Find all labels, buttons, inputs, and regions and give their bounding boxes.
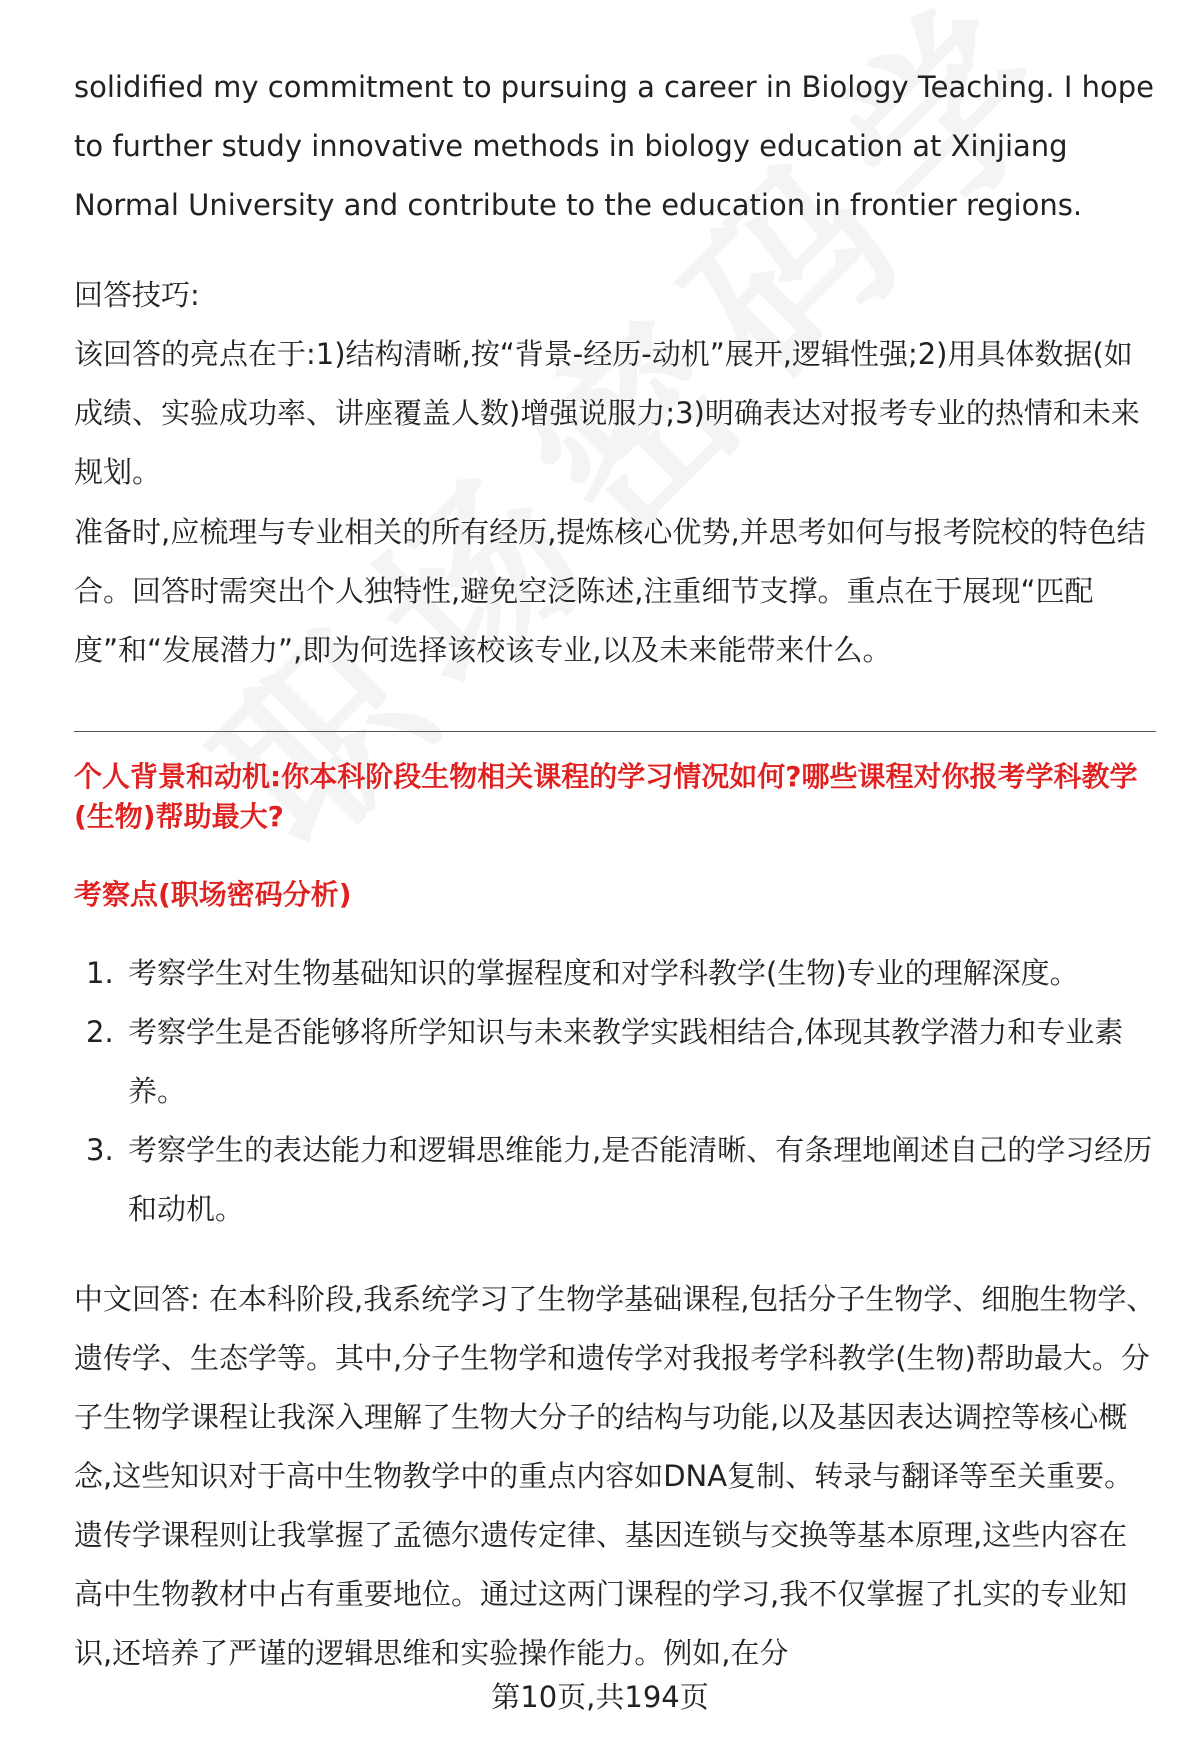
assessment-heading: 考察点(职场密码分析) [74, 878, 352, 911]
section-divider [74, 731, 1156, 732]
list-item [74, 1121, 1156, 1239]
list-number: 3. [86, 1133, 114, 1167]
intro-paragraph: solidified my commitment to pursuing a career in Biology Teaching. I hope to further study innovative methods in biology education at Xinjiang Normal University and contribute to the education in frontier regions. [74, 70, 1154, 222]
list-number: 1. [86, 956, 114, 990]
list-item-text: 考察学生是否能够将所学知识与未来教学实践相结合,体现其教学潜力和专业素养。 [128, 1015, 1124, 1108]
assessment-list [74, 944, 1156, 1239]
list-item [74, 944, 1156, 1003]
answer-paragraph: 中文回答: 在本科阶段,我系统学习了生物学基础课程,包括分子生物学、细胞生物学、遗传学、生态学等。其中,分子生物学和遗传学对我报考学科教学(生物)帮助最大。分子生物学课程让我深入理解了生物大分子的结构与功能,以及基因表达调控等核心概念,这些知识对于高中生物教学中的重点内容如DNA复制、转录与翻译等至关重要。遗传学课程则让我掌握了孟德尔遗传定律、基因连锁与交换等基本原理,这些内容在高中生物教材中占有重要地位。通过这两门课程的学习,我不仅掌握了扎实的专业知识,还培养了严谨的逻辑思维和实验操作能力。例如,在分 [74, 1282, 1156, 1670]
list-number: 2. [86, 1015, 114, 1049]
tips-heading: 回答技巧: [74, 278, 200, 312]
question-heading: 个人背景和动机:你本科阶段生物相关课程的学习情况如何?哪些课程对你报考学科教学(生物)帮助最大? [74, 760, 1138, 833]
tips-paragraph: 该回答的亮点在于:1)结构清晰,按“背景-经历-动机”展开,逻辑性强;2)用具体数据(如成绩、实验成功率、讲座覆盖人数)增强说服力;3)明确表达对报考专业的热情和未来规划。 [74, 337, 1140, 489]
page-number-footer: 第10页,共194页 [491, 1680, 709, 1714]
tips-paragraph: 准备时,应梳理与专业相关的所有经历,提炼核心优势,并思考如何与报考院校的特色结合。回答时需突出个人独特性,避免空泛陈述,注重细节支撑。重点在于展现“匹配度”和“发展潜力”,即为何选择该校该专业,以及未来能带来什么。 [74, 515, 1146, 667]
list-item-text: 考察学生对生物基础知识的掌握程度和对学科教学(生物)专业的理解深度。 [128, 956, 1079, 990]
list-item [74, 1003, 1156, 1121]
list-item-text: 考察学生的表达能力和逻辑思维能力,是否能清晰、有条理地阐述自己的学习经历和动机。 [128, 1133, 1153, 1226]
